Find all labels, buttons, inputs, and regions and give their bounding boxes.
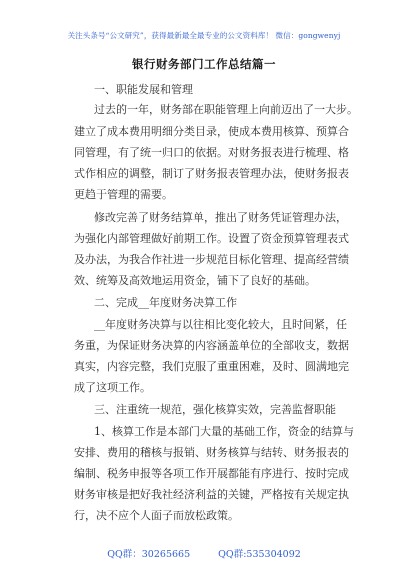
body-line: 行，决不应个人面子而放松政策。 [74,509,239,522]
body-line: 务重，为保证财务决算的内容涵盖单位的全部收支，数据 [74,339,349,352]
qq-group-2: QQ群:535304092 [218,549,301,560]
body-line: 真实，内容完整，我们克服了重重困难，及时、圆满地完 [74,360,349,373]
body-line: 为强化内部管理做好前期工作。设置了资金预算管理表式 [74,232,349,245]
body-line: 修改完善了财务结算单，推出了财务凭证管理办法， [94,211,347,224]
promo-banner: 关注头条号“公文研究”，获得最新最全最专业的公文资料库！ 微信：gongwenyj [67,31,341,40]
body-line: 1、核算工作是本部门大量的基础工作，资金的结算与 [94,425,354,438]
section-heading: 二、完成__年度财务决算工作 [94,296,237,309]
body-line: 效、统筹及高效地运用资金，铺下了良好的基础。 [74,274,316,287]
body-line: 及办法，为我合作社进一步规范目标化管理、提高经营绩 [74,253,349,266]
page-footer [0,546,408,560]
qq-group-1: QQ群：30265665 [107,549,191,560]
body-line: 财务审核是把好我社经济利益的关键，严格按有关规定执 [74,488,349,501]
body-line: 安排、费用的稽核与报销、财务核算与结转、财务报表的 [74,446,349,459]
body-line: 建立了成本费用明细分类目录，使成本费用核算、预算合 [74,125,349,138]
section-heading: 三、注重统一规范，强化核算实效，完善监督职能 [94,403,336,416]
section-heading: 一、职能发展和管理 [94,83,193,96]
body-line: 编制、税务申报等各项工作开展都能有序进行、按时完成 [74,467,349,480]
body-line: __年度财务决算与以往相比变化较大，且时间紧，任 [94,318,347,331]
body-line: 更趋于管理的需要。 [74,188,173,201]
body-line: 成了这项工作。 [74,381,151,394]
body-line: 式作相应的调整，制订了财务报表管理办法，使财务报表 [74,167,349,180]
body-line: 过去的一年，财务部在职能管理上向前迈出了一大步。 [94,103,358,116]
body-line: 同管理，有了统一归口的依据。对财务报表进行梳理、格 [74,146,349,159]
page-title: 银行财务部门工作总结篇一 [132,57,276,71]
